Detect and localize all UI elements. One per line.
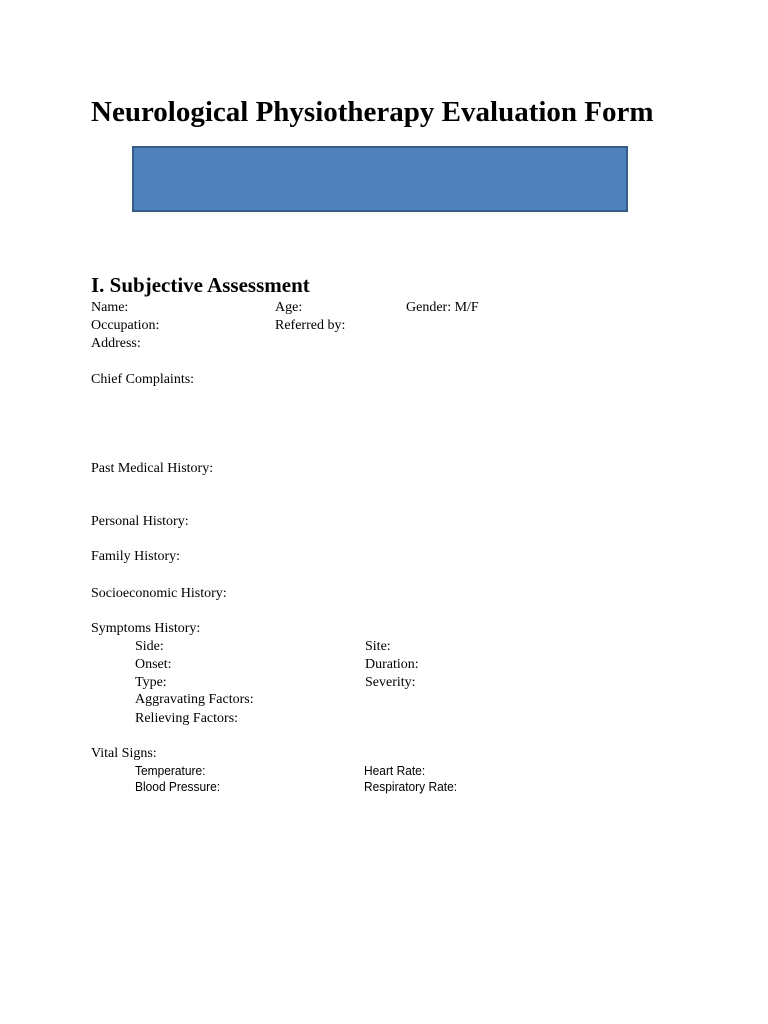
occupation-label: Occupation: xyxy=(91,318,160,333)
vital-signs-label: Vital Signs: xyxy=(91,746,157,761)
family-history-label: Family History: xyxy=(91,549,181,564)
symptoms-history-label: Symptoms History: xyxy=(91,621,201,636)
section-heading-subjective: I. Subjective Assessment xyxy=(91,273,310,297)
side-label: Side: xyxy=(135,639,164,654)
referred-by-label: Referred by: xyxy=(275,318,346,333)
aggravating-factors-label: Aggravating Factors: xyxy=(135,692,254,707)
document-title: Neurological Physiotherapy Evaluation Form xyxy=(91,96,654,128)
temperature-label: Temperature: xyxy=(135,763,206,778)
chief-complaints-label: Chief Complaints: xyxy=(91,372,195,387)
past-medical-history-label: Past Medical History: xyxy=(91,461,214,476)
respiratory-rate-label: Respiratory Rate: xyxy=(364,779,458,794)
onset-label: Onset: xyxy=(135,657,172,672)
site-label: Site: xyxy=(365,639,391,654)
gender-label: Gender: M/F xyxy=(406,300,479,315)
heart-rate-label: Heart Rate: xyxy=(364,763,426,778)
relieving-factors-label: Relieving Factors: xyxy=(135,711,239,726)
socioeconomic-history-label: Socioeconomic History: xyxy=(91,586,227,601)
address-label: Address: xyxy=(91,336,141,351)
duration-label: Duration: xyxy=(365,657,419,672)
age-label: Age: xyxy=(275,300,303,315)
personal-history-label: Personal History: xyxy=(91,514,189,529)
header-banner xyxy=(132,146,628,212)
severity-label: Severity: xyxy=(365,675,416,690)
name-label: Name: xyxy=(91,300,129,315)
type-label: Type: xyxy=(135,675,167,690)
blood-pressure-label: Blood Pressure: xyxy=(135,779,221,794)
